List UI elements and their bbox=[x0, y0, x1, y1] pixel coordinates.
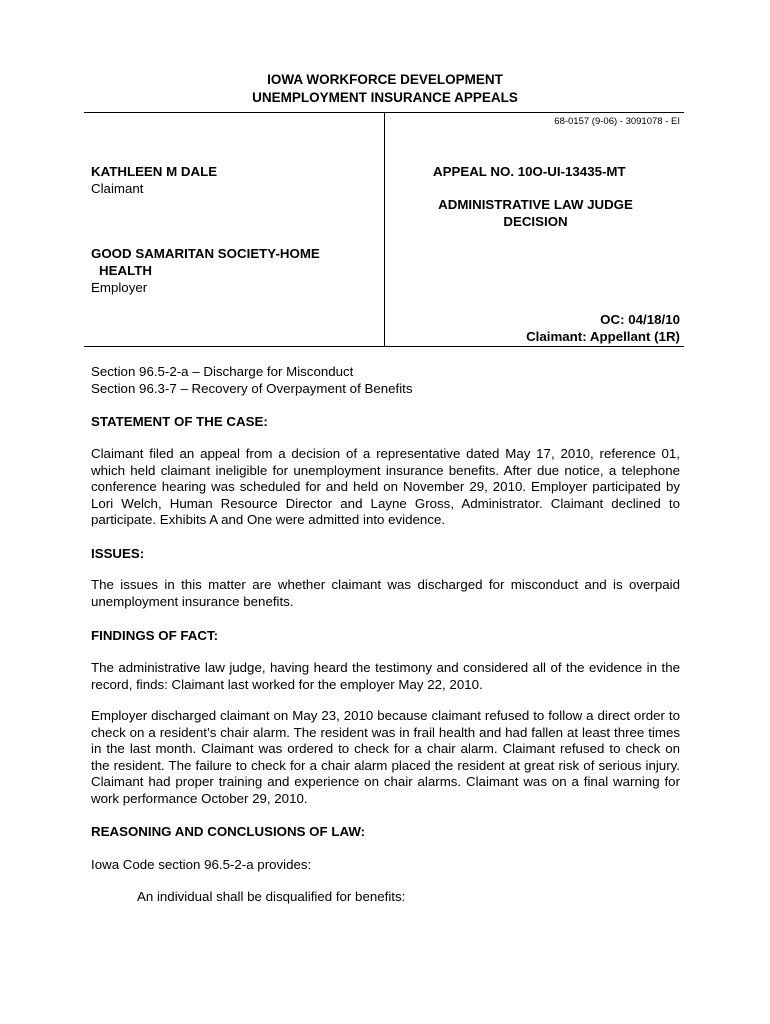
employer-role: Employer bbox=[91, 280, 148, 295]
division-title: UNEMPLOYMENT INSURANCE APPEALS bbox=[252, 90, 518, 105]
issues-heading: ISSUES: bbox=[91, 546, 145, 561]
claimant-status: Claimant: Appellant (1R) bbox=[526, 329, 680, 344]
code-intro: Iowa Code section 96.5-2-a provides: bbox=[91, 857, 312, 872]
findings-paragraph-2: Employer discharged claimant on May 23, 2010 because claimant refused to follow a direct order to check on a resident’s chair alarm. The resident was in frail health and had fallen at least three times in the last month. Claimant was ordered to check for a chair alarm. Claimant refused to check on the resident. The failure to check for a chair alarm placed the resident at great risk of serious injury. Claimant had proper training and experience on chair alarms. Claimant was on a final warning for work performance October 29, 2010. bbox=[91, 708, 680, 806]
statement-paragraph: Claimant filed an appeal from a decision of a representative dated May 17, 2010, reference 01, which held claimant ineligible for unemployment insurance benefits. After due notice, a telephone conference hearing was scheduled for and held on November 29, 2010. Employer participated by Lori Welch, Human Resource Director and Layne Gross, Administrator. Claimant declined to participate. Exhibits A and One were admitted into evidence. bbox=[91, 446, 680, 527]
oc-date: OC: 04/18/10 bbox=[600, 312, 680, 327]
employer-name-line2: HEALTH bbox=[99, 263, 152, 278]
decision-title-line1: ADMINISTRATIVE LAW JUDGE bbox=[438, 197, 633, 212]
issues-paragraph: The issues in this matter are whether claimant was discharged for misconduct and is overpaid unemployment insurance benefits. bbox=[91, 577, 680, 609]
employer-name-line1: GOOD SAMARITAN SOCIETY-HOME bbox=[91, 246, 320, 261]
reasoning-heading: REASONING AND CONCLUSIONS OF LAW: bbox=[91, 824, 366, 839]
section-overpayment: Section 96.3-7 – Recovery of Overpayment of Benefits bbox=[91, 381, 413, 396]
claimant-name: KATHLEEN M DALE bbox=[91, 164, 218, 179]
caption-divider bbox=[384, 113, 385, 347]
caption-bottom-rule bbox=[84, 346, 684, 347]
agency-title: IOWA WORKFORCE DEVELOPMENT bbox=[267, 72, 503, 87]
appeal-number: APPEAL NO. 10O-UI-13435-MT bbox=[433, 164, 626, 179]
code-quote: An individual shall be disqualified for benefits: bbox=[137, 889, 406, 904]
form-number: 68-0157 (9-06) - 3091078 - EI bbox=[554, 116, 680, 127]
findings-paragraph-1: The administrative law judge, having heard the testimony and considered all of the evidence in the record, finds: Claimant last worked for the employer May 22, 2010. bbox=[91, 660, 680, 692]
claimant-role: Claimant bbox=[91, 181, 144, 196]
statement-heading: STATEMENT OF THE CASE: bbox=[91, 414, 268, 429]
findings-heading: FINDINGS OF FACT: bbox=[91, 628, 219, 643]
decision-title-line2: DECISION bbox=[503, 214, 568, 229]
section-misconduct: Section 96.5-2-a – Discharge for Misconduct bbox=[91, 364, 354, 379]
